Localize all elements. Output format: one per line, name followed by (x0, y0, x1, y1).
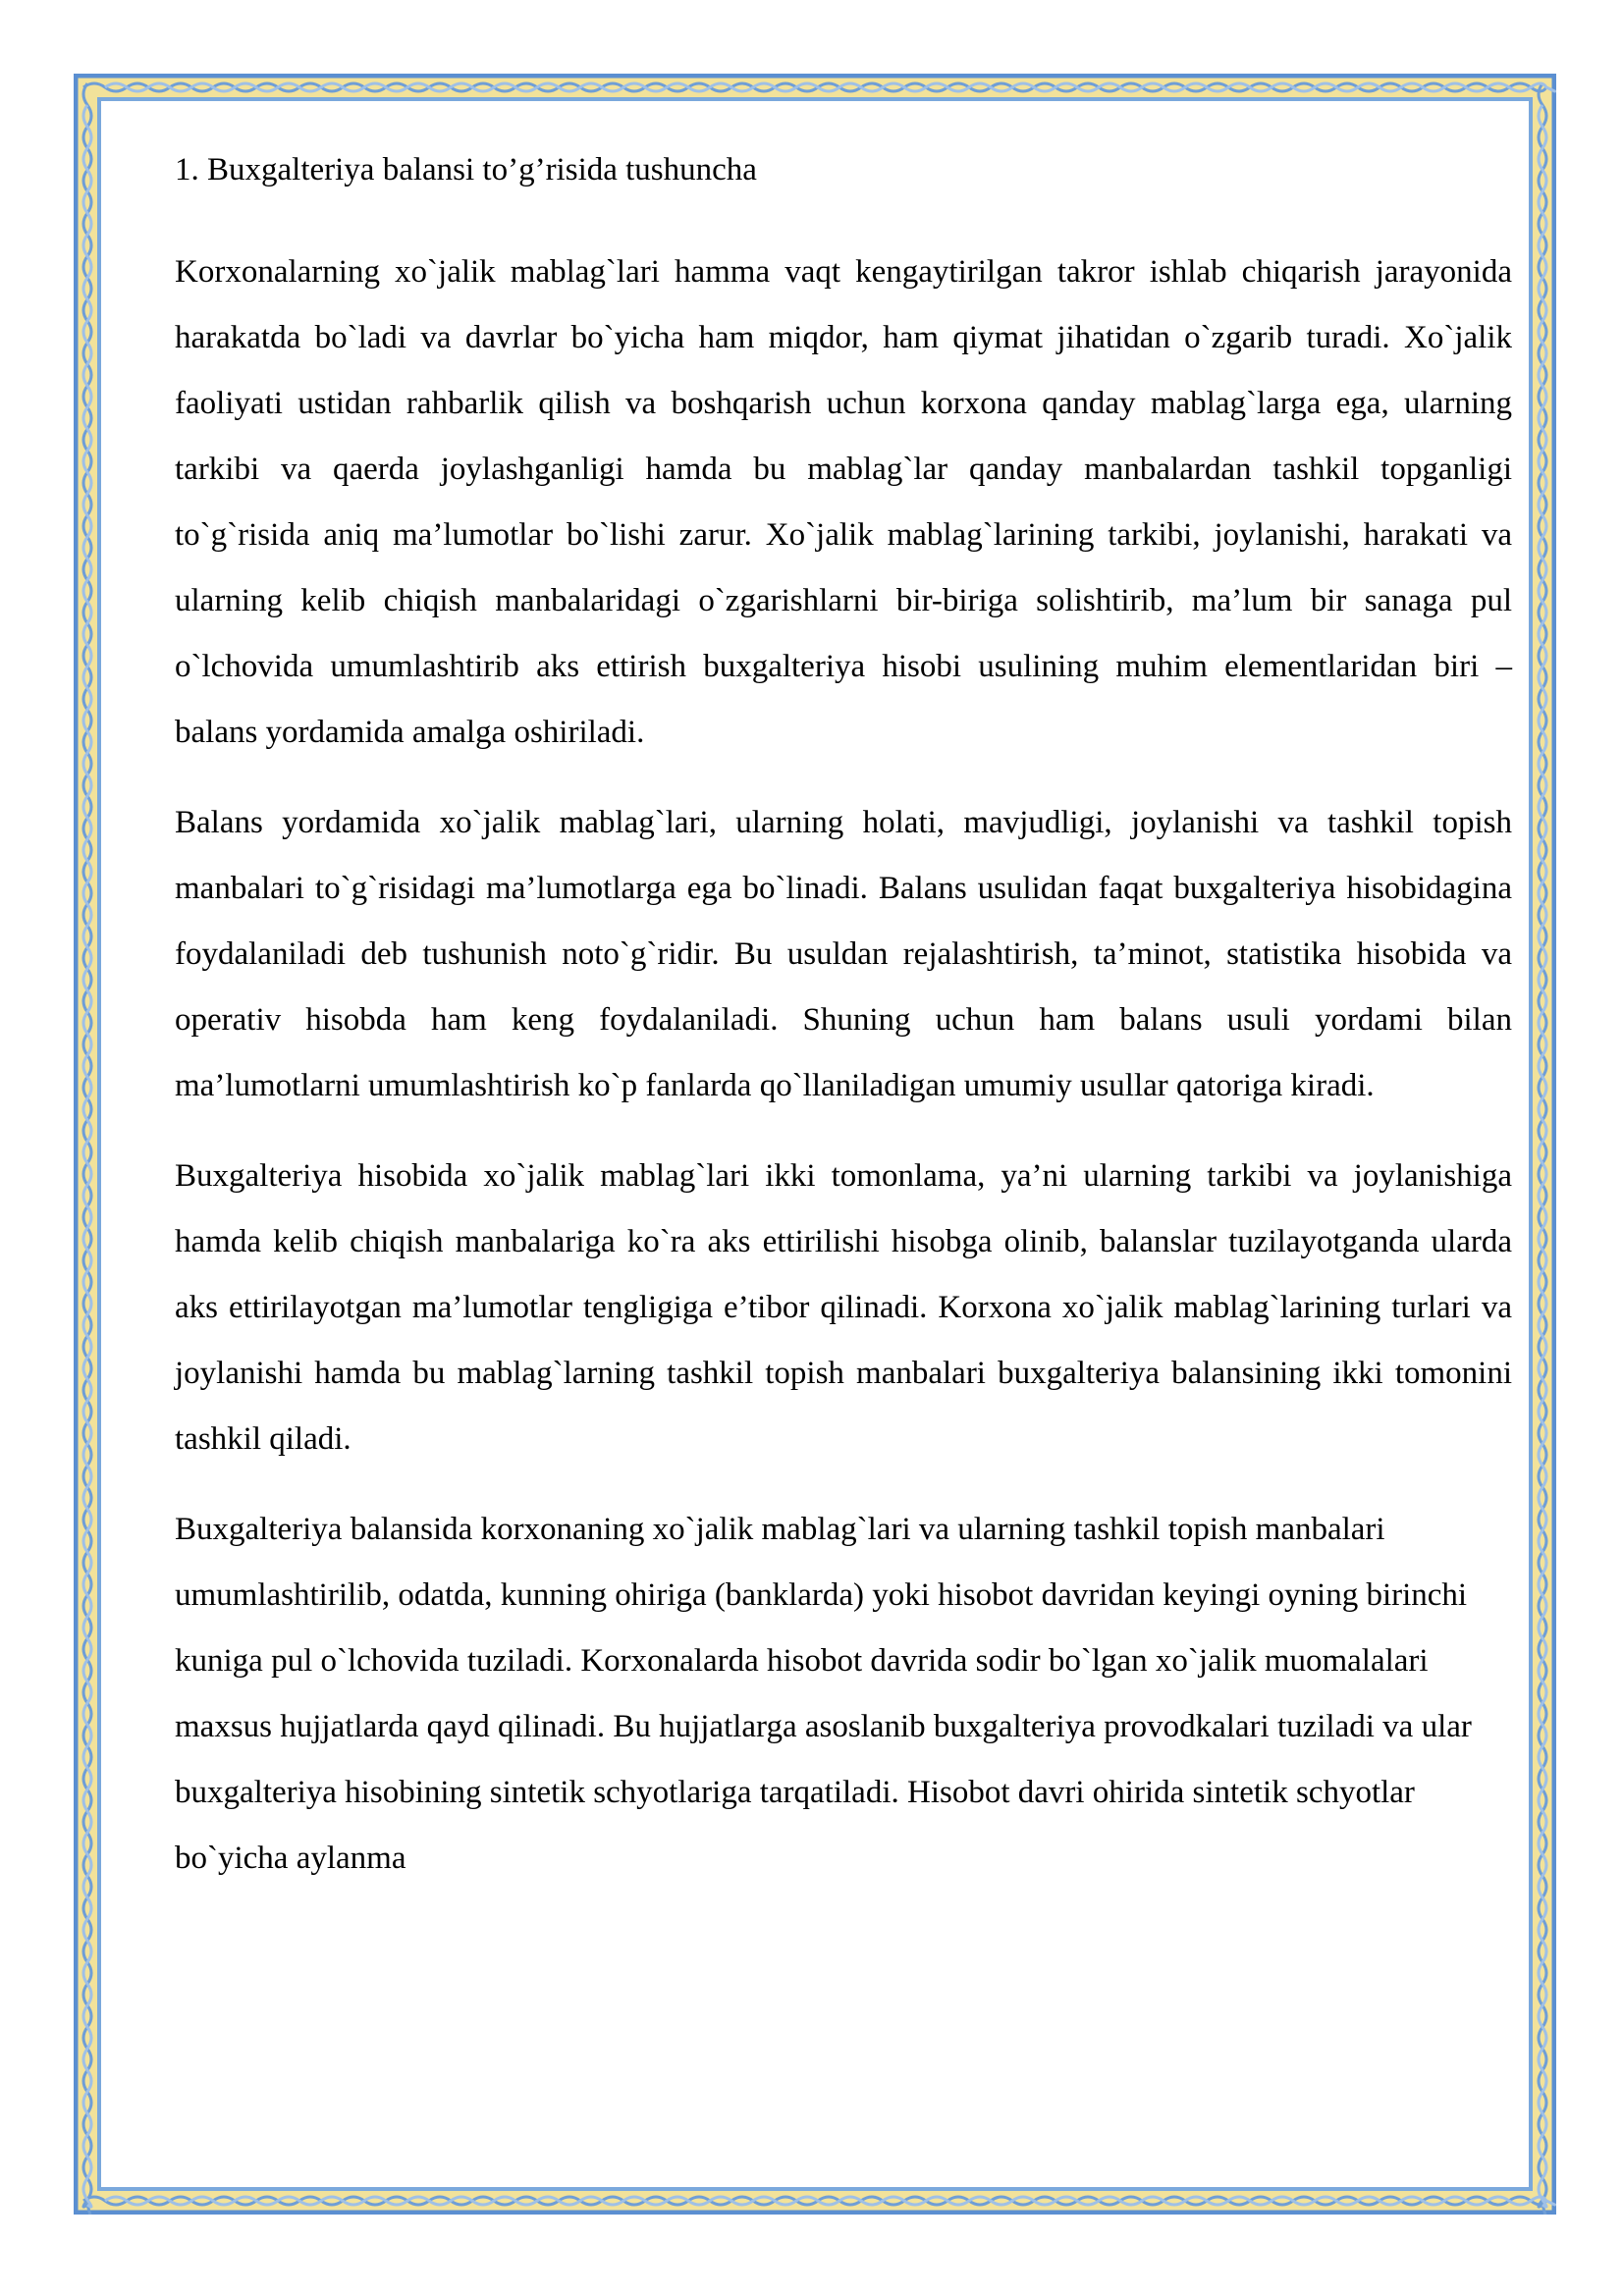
section-heading: 1. Buxgalteriya balansi to’g’risida tushuncha (175, 152, 757, 187)
paragraph-4: Buxgalteriya balansida korxonaning xo`jalik mablag`lari va ularning tashkil topish manbalari umumlashtirilib, odatda, kunning ohiriga (banklarda) yoki hisobot davridan keyingi oyning birinchi kuniga pul o`lchovida tuziladi. Korxonalarda hisobot davrida sodir bo`lgan xo`jalik muomalalari maxsus hujjatlarda qayd qilinadi. Bu hujjatlarga asoslanib buxgalteriya provodkalari tuziladi va ular buxgalteriya hisobining sintetik schyotlariga tarqatiladi. Hisobot davri ohirida sintetik schyotlar bo`yicha aylanma (175, 1512, 1472, 1877)
paragraph-2: Balans yordamida xo`jalik mablag`lari, ularning holati, mavjudligi, joylanishi va tashkil topish manbalari to`g`risidagi ma’lumotlarga ega bo`linadi. Balans usulidan faqat buxgalteriya hisobidagina foydalaniladi deb tushunish noto`g`ridir. Bu usuldan rejalashtirish, ta’minot, statistika hisobida va operativ hisobda ham keng foydalaniladi. Shuning uchun ham balans usuli yordami bilan ma’lumotlarni umumlashtirish ko`p fanlarda qo`llaniladigan umumiy usullar qatoriga kiradi. (175, 805, 1512, 1104)
document-body (175, 147, 1512, 1892)
paragraph-1: Korxonalarning xo`jalik mablag`lari hamma vaqt kengaytirilgan takror ishlab chiqarish jarayonida harakatda bo`ladi va davrlar bo`yicha ham miqdor, ham qiymat jihatidan o`zgarib turadi. Xo`jalik faoliyati ustidan rahbarlik qilish va boshqarish uchun korxona qanday mablag`larga ega, ularning tarkibi va qaerda joylashganligi hamda bu mablag`lar qanday manbalardan tashkil topganligi to`g`risida aniq ma’lumotlar bo`lishi zarur. Xo`jalik mablag`larining tarkibi, joylanishi, harakati va ularning kelib chiqish manbalaridagi o`zgarishlarni bir-biriga solishtirib, ma’lum bir sanaga pul o`lchovida umumlashtirib aks ettirish buxgalteriya hisobi usulining muhim elementlaridan biri – balans yordamida amalga oshiriladi. (175, 254, 1512, 751)
paragraph-3: Buxgalteriya hisobida xo`jalik mablag`lari ikki tomonlama, ya’ni ularning tarkibi va joylanishiga hamda kelib chiqish manbalariga ko`ra aks ettirilishi hisobga olinib, balanslar tuzilayotganda ularda aks ettirilayotgan ma’lumotlar tengligiga e’tibor qilinadi. Korxona xo`jalik mablag`larining turlari va joylanishi hamda bu mablag`larning tashkil topish manbalari buxgalteriya balansining ikki tomonini tashkil qiladi. (175, 1158, 1512, 1458)
